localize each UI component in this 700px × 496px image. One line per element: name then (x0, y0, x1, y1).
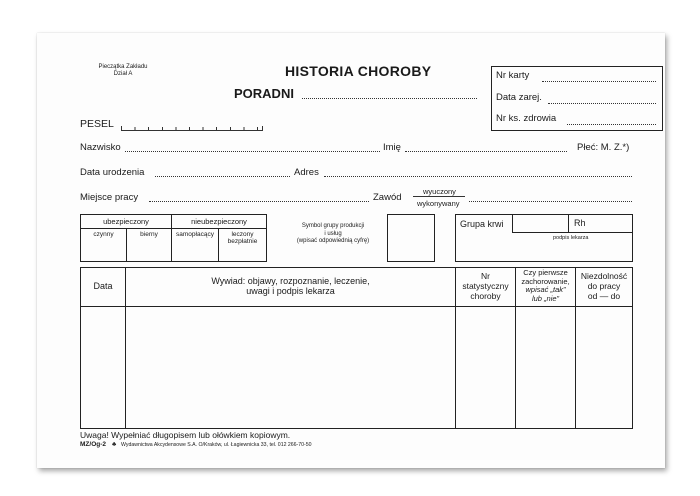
wyuczony-label: wyuczony (423, 187, 456, 196)
cell-niezdolnosc[interactable] (576, 307, 632, 428)
imie-field[interactable] (405, 151, 567, 152)
publisher-logo-icon: ♣ (112, 441, 117, 448)
wykonywany-label: wykonywany (417, 199, 460, 208)
stamp-line-1: Pieczątka Zakładu (98, 64, 148, 70)
symbol-line-3: (wpisać odpowiednią cyfrę) (296, 238, 370, 244)
niezd-line-3: od — do (587, 291, 621, 301)
symbol-group-field[interactable] (387, 214, 435, 262)
nr-karty-field[interactable] (542, 81, 656, 82)
symbol-line-1: Symbol grupy produkcji (301, 223, 365, 229)
wywiad-line-1: Wywiad: objawy, rozpoznanie, leczenie, (211, 276, 370, 286)
form-code: MZ/Og-2 (80, 441, 106, 448)
stamp-line-2: Dział A (113, 71, 133, 77)
cell-wywiad[interactable] (126, 307, 455, 428)
first-line-3: wpisać „tak” (525, 285, 566, 294)
nr-ks-zdrowia-field[interactable] (567, 124, 656, 125)
cell-nr-stat[interactable] (456, 307, 515, 428)
first-line-4: lub „nie” (531, 293, 560, 303)
nazwisko-label: Nazwisko (80, 142, 121, 153)
miejsce-pracy-field[interactable] (149, 201, 369, 202)
leczony-line-2: bezpłatnie (227, 238, 258, 245)
nr-karty-label: Nr karty (496, 70, 530, 81)
niezd-line-2: do pracy (587, 281, 621, 291)
samoplacacy-label[interactable]: samopłacący (176, 231, 214, 238)
blood-entry-cell[interactable] (512, 215, 633, 233)
pesel-field[interactable] (121, 126, 263, 131)
leczony-bezplatnie-label[interactable] (219, 231, 266, 245)
nr-ks-zdrowia-label: Nr ks. zdrowia (496, 113, 557, 124)
col-header-first-illness (516, 269, 575, 303)
col-header-data: Data (93, 281, 113, 291)
data-zarej-field[interactable] (548, 103, 656, 104)
first-line-1: Czy pierwsze (523, 268, 568, 277)
zawod-fraction-line (413, 196, 465, 197)
blood-group-box (455, 214, 633, 262)
imie-label: Imię (383, 142, 401, 153)
nr-line-3: choroby (470, 291, 501, 301)
form-subtitle: PORADNI (234, 86, 294, 101)
stamp-area (97, 64, 149, 78)
history-table (80, 267, 633, 429)
insurance-box (80, 214, 267, 262)
adres-label: Adres (294, 167, 319, 178)
form-title: HISTORIA CHOROBY (285, 63, 432, 79)
publisher-info: Wydawnictwa Akcydensowe S.A. O/Kraków, ul. Łagiewnicka 33, tel. 012 266-70-50 (121, 442, 312, 448)
card-info-box (491, 66, 663, 131)
zawod-field[interactable] (469, 201, 632, 202)
cell-first-illness[interactable] (516, 307, 575, 428)
czynny-label[interactable]: czynny (93, 231, 114, 238)
form-sheet (37, 33, 665, 468)
zawod-label: Zawód (373, 192, 402, 203)
leczony-line-1: leczony (231, 231, 254, 238)
rh-label: Rh (574, 218, 586, 228)
grupa-krwi-label: Grupa krwi (460, 219, 504, 229)
poradni-field[interactable] (302, 98, 477, 99)
data-zarej-label: Data zarej. (496, 92, 542, 103)
plec-label: Płeć: M. Z.*) (577, 142, 630, 153)
pesel-label: PESEL (80, 118, 114, 130)
data-urodzenia-field[interactable] (155, 176, 290, 177)
symbol-line-2: i usług (324, 230, 342, 237)
symbol-group-text (285, 223, 381, 246)
nr-line-2: statystyczny (462, 281, 509, 291)
nazwisko-field[interactable] (125, 151, 380, 152)
cell-data[interactable] (81, 307, 125, 428)
col-header-wywiad (126, 276, 455, 296)
footer-warning (80, 430, 290, 440)
data-urodzenia-label: Data urodzenia (80, 167, 145, 178)
nieubezpieczony-label: nieubezpieczony (191, 217, 247, 226)
nr-line-1: Nr (481, 271, 490, 281)
podpis-lekarza-label: podpis lekarza (553, 235, 589, 241)
miejsce-pracy-label: Miejsce pracy (80, 192, 139, 203)
adres-field[interactable] (324, 176, 632, 177)
wywiad-line-2: uwagi i podpis lekarza (246, 286, 335, 296)
ubezpieczony-label: ubezpieczony (103, 217, 149, 226)
uwaga-text: Uwaga! Wypełniać długopisem lub ołówkiem kopiowym. (80, 430, 291, 440)
col-header-nr-stat (456, 271, 515, 301)
first-line-2: zachorowanie, (521, 276, 570, 286)
col-header-niezdolnosc (576, 271, 632, 301)
niezd-line-1: Niezdolność (580, 271, 628, 281)
bierny-label[interactable]: bierny (140, 231, 158, 238)
